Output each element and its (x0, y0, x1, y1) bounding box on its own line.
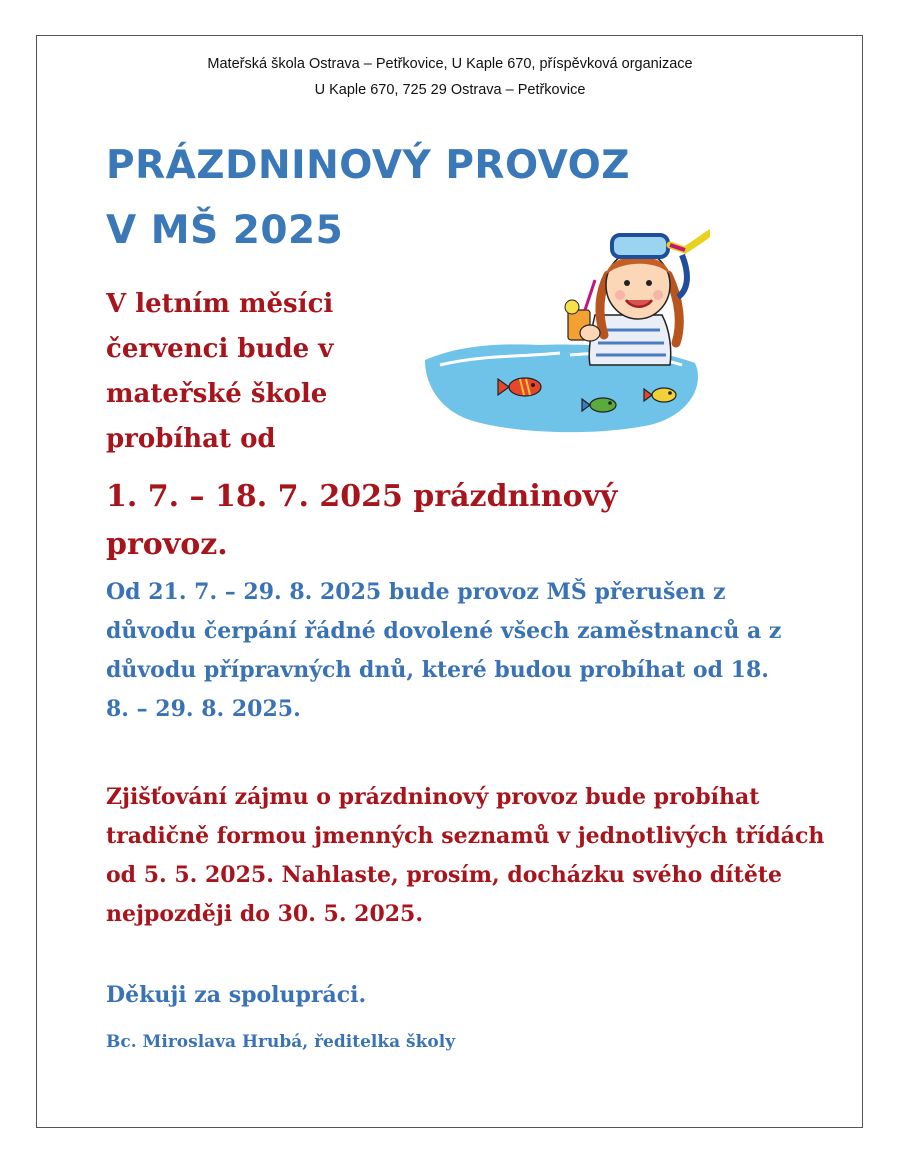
signature: Bc. Miroslava Hrubá, ředitelka školy (106, 1032, 456, 1052)
interest-notice: Zjišťování zájmu o prázdninový provoz bude probíhat tradičně formou jmenných seznamů v jednotlivých třídách od 5. 5. 2025. Nahlaste, prosím, docházku svého dítěte nejpozději do 30. 5. 2025. (106, 784, 825, 927)
school-address-line: U Kaple 670, 725 29 Ostrava – Petřkovice (314, 82, 586, 98)
thanks-text: Děkuji za spolupráci. (106, 982, 367, 1008)
page-title-line2: V MŠ 2025 (106, 208, 344, 253)
page-title-line1: PRÁZDNINOVÝ PROVOZ (106, 143, 630, 188)
girl-snorkeling-with-fish-icon (420, 215, 710, 435)
school-name-line: Mateřská škola Ostrava – Petřkovice, U Kaple 670, příspěvková organizace (207, 56, 693, 72)
closure-notice: Od 21. 7. – 29. 8. 2025 bude provoz MŠ přerušen z důvodu čerpání řádné dovolené všech zaměstnanců a z důvodu přípravných dnů, které budou probíhat od 18. 8. – 29. 8. 2025. (106, 579, 782, 722)
intro-text: V letním měsíci červenci bude v mateřské škole probíhat od (106, 289, 334, 454)
summer-dates-text: 1. 7. – 18. 7. 2025 prázdninový provoz. (106, 479, 618, 562)
